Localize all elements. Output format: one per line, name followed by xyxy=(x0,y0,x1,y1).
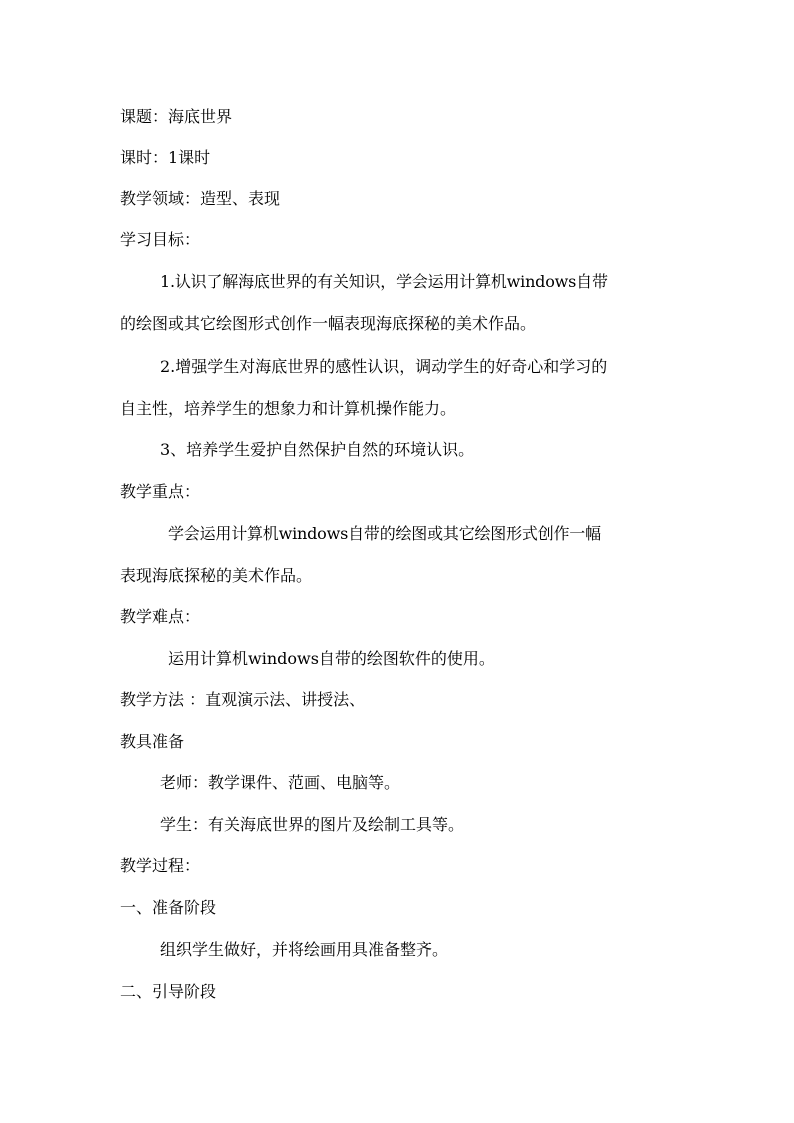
teaching-process-heading: 教学过程： xyxy=(120,856,201,875)
teaching-aids-heading: 教具准备 xyxy=(120,732,185,751)
difficulties-line: 运用计算机windows自带的绘图软件的使用。 xyxy=(168,649,495,668)
goal-1-line-1: 1.认识了解海底世界的有关知识，学会运用计算机windows自带 xyxy=(160,272,608,291)
key-points-line-2: 表现海底探秘的美术作品。 xyxy=(120,566,313,585)
difficulties-heading: 教学难点： xyxy=(120,607,201,626)
teaching-domain-line: 教学领域：造型、表现 xyxy=(120,189,281,208)
stage-1-content: 组织学生做好，并将绘画用具准备整齐。 xyxy=(160,940,449,959)
key-points-heading: 教学重点： xyxy=(120,482,201,501)
lesson-duration-line: 课时：1课时 xyxy=(120,148,211,167)
key-points-line-1: 学会运用计算机windows自带的绘图或其它绘图形式创作一幅 xyxy=(168,524,601,543)
student-aids-line: 学生：有关海底世界的图片及绘制工具等。 xyxy=(160,815,465,834)
stage-1-heading: 一、准备阶段 xyxy=(120,898,217,917)
goal-3-line: 3、培养学生爱护自然保护自然的环境认识。 xyxy=(160,440,475,459)
lesson-title-line: 课题：海底世界 xyxy=(120,107,233,126)
teacher-aids-line: 老师：教学课件、范画、电脑等。 xyxy=(160,773,401,792)
goal-2-line-2: 自主性，培养学生的想象力和计算机操作能力。 xyxy=(120,399,457,418)
goal-1-line-2: 的绘图或其它绘图形式创作一幅表现海底探秘的美术作品。 xyxy=(120,314,537,333)
teaching-methods-line: 教学方法 ：直观演示法、讲授法、 xyxy=(120,690,366,709)
stage-2-heading: 二、引导阶段 xyxy=(120,982,217,1001)
learning-goals-heading: 学习目标： xyxy=(120,230,201,249)
goal-2-line-1: 2.增强学生对海底世界的感性认识，调动学生的好奇心和学习的 xyxy=(160,357,608,376)
